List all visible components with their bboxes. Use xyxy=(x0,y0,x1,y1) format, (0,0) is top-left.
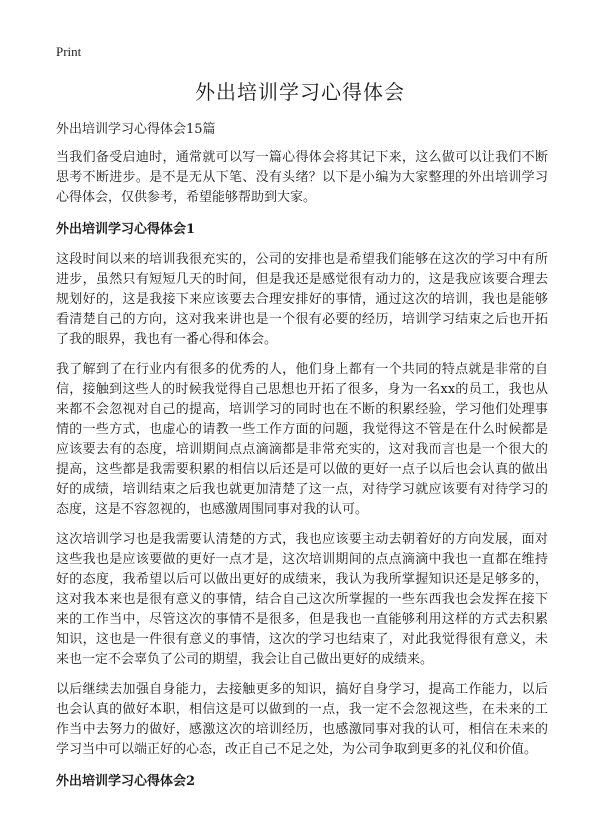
print-link[interactable]: Print xyxy=(56,44,82,59)
section-1-paragraph-4: 以后继续去加强自身能力，去接触更多的知识，搞好自身学习，提高工作能力，以后也会认真的做好本职，相信这是可以做到的一点，我一定不会忽视这些，在未来的工作当中去努力的做好，感激这次的培训经历，也感激同事对我的认可，相信在未来的学习当中可以端正好的心态，改正自己不足之处，为公司争取到更多的礼仪和价值。 xyxy=(56,682,548,757)
article-subtitle: 外出培训学习心得体会15篇 xyxy=(56,122,216,137)
section-1-paragraph-1: 这段时间以来的培训我很充实的，公司的安排也是希望我们能够在这次的学习中有所进步，虽然只有短短几天的时间，但是我还是感觉很有动力的，这是我应该要合理去规划好的，这是我接下来应该要去合理安排好的事情，通过这次的培训，我也是能够看清楚自己的方向，这对我来讲也是一个很有必要的经历，培训学习结束之后也开拓了我的眼界，我也有一番心得和体会。 xyxy=(56,252,548,347)
section-1-paragraph-3: 这次培训学习也是我需要认清楚的方式，我也应该要主动去朝着好的方向发展，面对这些我也是应该要做的更好一点才是，这次培训期间的点点滴滴中我也一直都在维持好的态度，我希望以后可以做出更好的成绩来，我认为我所掌握知识还是足够多的，这对我本来也是很有意义的事情，结合自己这次所掌握的一些东西我也会发挥在接下来的工作当中，尽管这次的事情不是很多，但是我也一直能够利用这样的方式去积累知识，这也是一件很有意义的事情，这次的学习也结束了，对此我觉得很有意义，未来也一定不会辜负了公司的期望，我会让自己做出更好的成绩来。 xyxy=(56,532,548,667)
intro-paragraph: 当我们备受启迪时，通常就可以写一篇心得体会将其记下来，这么做可以让我们不断思考不断进步。是不是无从下笔、没有头绪？以下是小编为大家整理的外出培训学习心得体会，仅供参考，希望能够帮助到大家。 xyxy=(56,150,548,205)
section-heading-1: 外出培训学习心得体会1 xyxy=(56,222,196,237)
article-body xyxy=(56,120,548,802)
section-1-paragraph-2: 我了解到了在行业内有很多的优秀的人，他们身上都有一个共同的特点就是非常的自信，接触到这些人的时候我觉得自己思想也开拓了很多，身为一名xx的员工，我也从来都不会忽视对自己的提高，培训学习的同时也在不断的积累经验，学习他们处理事情的一些方式，也虚心的请教一些工作方面的问题，我觉得这不管是在什么时候都是应该要去有的态度，培训期间点点滴滴都是非常充实的，这对我而言也是一个很大的提高，这些都是我需要积累的相信以后还是可以做的更好一点子以后也会认真的做出好的成绩，培训结束之后我也就更加清楚了这一点，对待学习就应该要有对待学习的态度，这是不容忽视的，也感激周围同事对我的认可。 xyxy=(56,362,548,517)
section-heading-2: 外出培训学习心得体会2 xyxy=(56,774,196,789)
page-title: 外出培训学习心得体会 xyxy=(195,80,405,104)
